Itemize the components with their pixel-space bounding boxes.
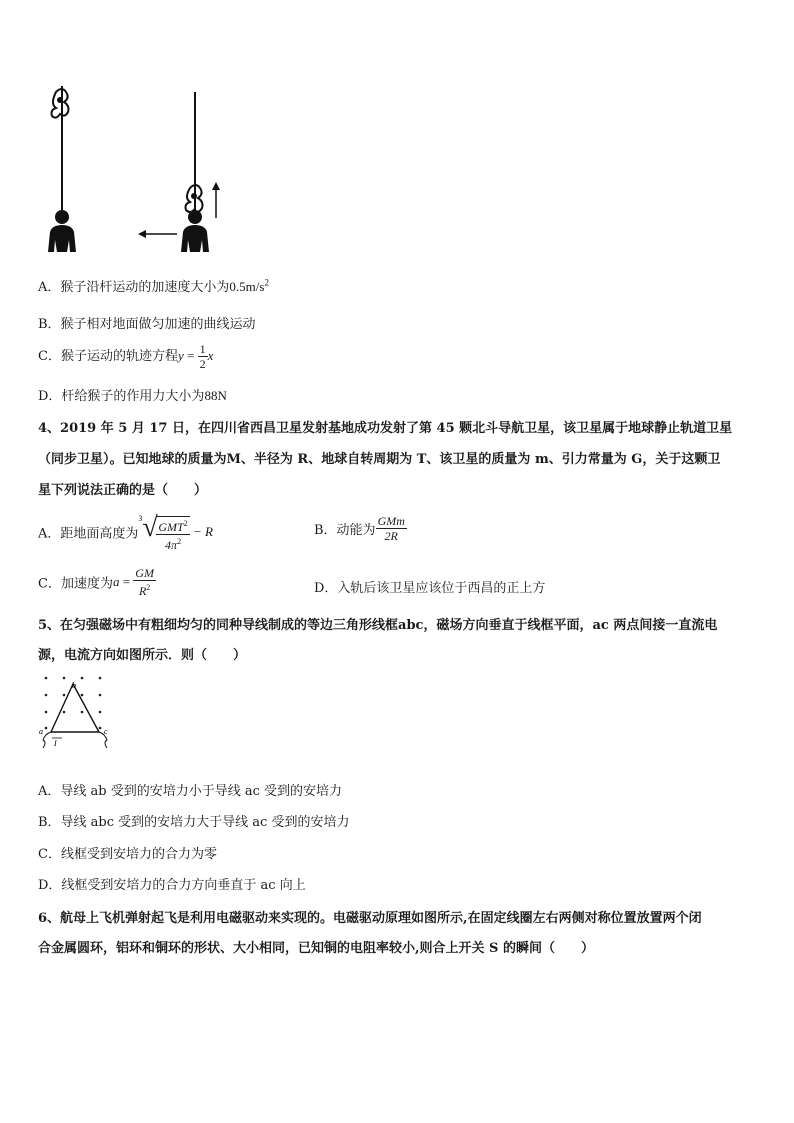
svg-text:I: I: [54, 739, 57, 748]
cube-root: 3 √ $\frac{GMT^2}{4\pi^2}$: [138, 512, 188, 552]
q5-stem-line2: 源，电流方向如图所示．则（ ）: [38, 648, 247, 663]
q5-stem-line1: 5、在匀强磁场中有粗细均匀的同种导线制成的等边三角形线框abc，磁场方向垂直于线框平面，ac 两点间接一直流电: [38, 618, 718, 633]
q6-stem-line1: 6、航母上飞机弹射起飞是利用电磁驱动来实现的。电磁驱动原理如图所示,在固定线圈左右两侧对称位置放置两个闭: [38, 911, 702, 926]
arrow-up-icon: [212, 182, 220, 218]
q3-option-c: C．猴子运动的轨迹方程y = $\frac{1}{2}$ x: [38, 342, 214, 371]
q4-option-c: C．加速度为a = $\frac{GM}{R^2}$: [38, 566, 154, 598]
q5-option-b: B．导线 abc 受到的安培力大于导线 ac 受到的安培力: [38, 815, 350, 830]
triangle-magnetic-field-figure: [36, 668, 116, 754]
q4-stem-line3: 星下列说法正确的是（ ）: [38, 483, 208, 498]
arrow-left-icon: [138, 230, 177, 238]
q4-stem-line1: 4、2019 年 5 月 17 日，在四川省西昌卫星发射基地成功发射了第 45 颗北斗导航卫星，该卫星属于地球静止轨道卫星: [38, 421, 733, 436]
monkey-pole-figure: [40, 80, 240, 260]
q3-option-d: D．杆给猴子的作用力大小为88N: [38, 388, 227, 404]
q3-option-b: B．猴子相对地面做匀加速的曲线运动: [38, 317, 256, 332]
person-right-icon: [181, 210, 209, 252]
q5-option-d: D．线框受到安培力的合力方向垂直于 ac 向上: [38, 878, 306, 893]
q6-stem-line2: 合金属圆环，铝环和铜环的形状、大小相同，已知铜的电阻率较小,则合上开关 S 的瞬间（ ）: [38, 941, 594, 956]
q4-option-b: B．动能为 $\frac{\text{GMm}}{2R}$: [314, 514, 405, 543]
q5-option-a: A．导线 ab 受到的安培力小于导线 ac 受到的安培力: [38, 784, 343, 799]
q4-option-a: A．距地面高度为 3 √ $\frac{GMT^2}{4\pi^2}$ − R: [38, 512, 213, 552]
svg-text:b: b: [72, 681, 76, 690]
q4-stem-line2: （同步卫星）。已知地球的质量为M、半径为 R、地球自转周期为 T、该卫星的质量为 m、引力常量为 G，关于这颗卫: [38, 452, 721, 467]
svg-text:a: a: [39, 727, 43, 736]
svg-text:c: c: [104, 727, 108, 736]
person-left-icon: [48, 210, 76, 252]
q4-option-d: D．入轨后该卫星应该位于西昌的正上方: [314, 581, 546, 596]
monkey-left-icon: [52, 89, 69, 118]
q5-option-c: C．线框受到安培力的合力为零: [38, 847, 217, 862]
q3-option-a: A．猴子沿杆运动的加速度大小为$0.5m/s^2$: [38, 277, 269, 295]
